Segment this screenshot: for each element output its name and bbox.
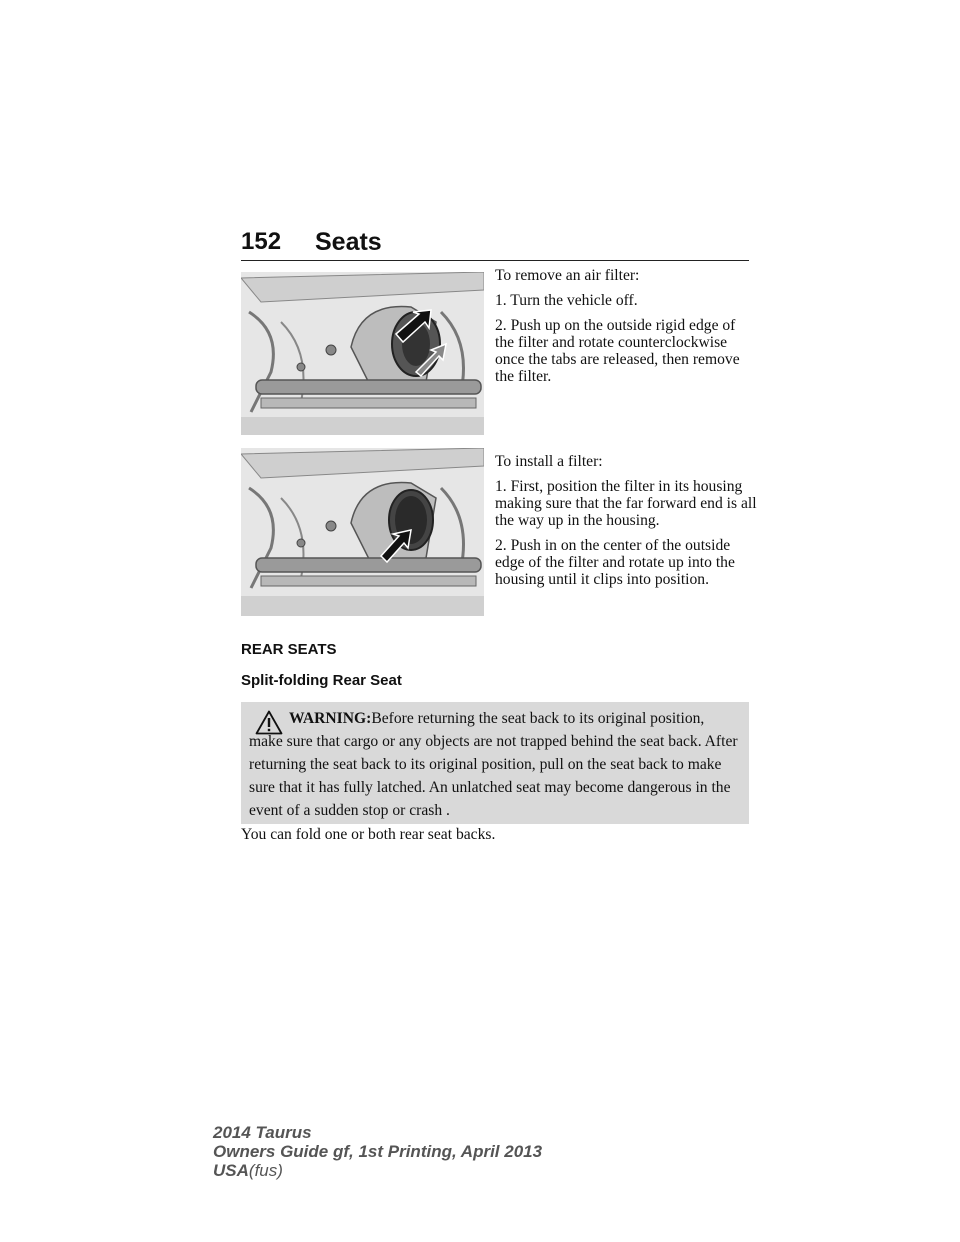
footer-model: 2014 Taurus [213, 1123, 312, 1142]
footer-locale: (fus) [248, 1161, 283, 1180]
warning-label: WARNING: [289, 710, 372, 727]
page-header [241, 228, 749, 260]
document-footer [213, 1123, 542, 1180]
remove-step-1: 1. Turn the vehicle off. [495, 292, 638, 309]
remove-filter-instructions [495, 267, 757, 393]
footer-country: USA [213, 1161, 249, 1180]
header-divider [241, 260, 749, 261]
warning-paragraph [249, 707, 741, 822]
remove-intro: To remove an air filter: [495, 267, 640, 284]
split-folding-subheading: Split-folding Rear Seat [241, 672, 402, 689]
install-step-1: 1. First, position the filter in its housing making sure that the far forward end is all the way up in the housing. [495, 478, 757, 529]
remove-step-2: 2. Push up on the outside rigid edge of the filter and rotate counterclockwise once the tabs are released, then remove the filter. [495, 317, 740, 385]
warning-body: Before returning the seat back to its original position, make sure that cargo or any objects are not trapped behind the seat back. After returning the seat back to its original position, pull on the seat back to make sure that it has fully latched. An unlatched seat may become dangerous in the event of a sudden stop or crash . [249, 710, 738, 819]
rear-seats-heading: REAR SEATS [241, 641, 337, 658]
section-title: Seats [315, 228, 382, 256]
footer-printing: Owners Guide gf, 1st Printing, April 2013 [213, 1142, 543, 1161]
air-filter-removal-illustration [241, 272, 484, 435]
fold-instruction: You can fold one or both rear seat backs. [241, 826, 496, 843]
install-filter-instructions [495, 453, 757, 596]
install-intro: To install a filter: [495, 453, 603, 470]
page-number: 152 [241, 228, 282, 255]
install-step-2: 2. Push in on the center of the outside edge of the filter and rotate up into the housing until it clips into position. [495, 537, 735, 588]
warning-box [241, 702, 749, 824]
footer-market [213, 1161, 542, 1180]
warning-triangle-icon [255, 710, 283, 735]
air-filter-install-illustration [241, 448, 484, 616]
